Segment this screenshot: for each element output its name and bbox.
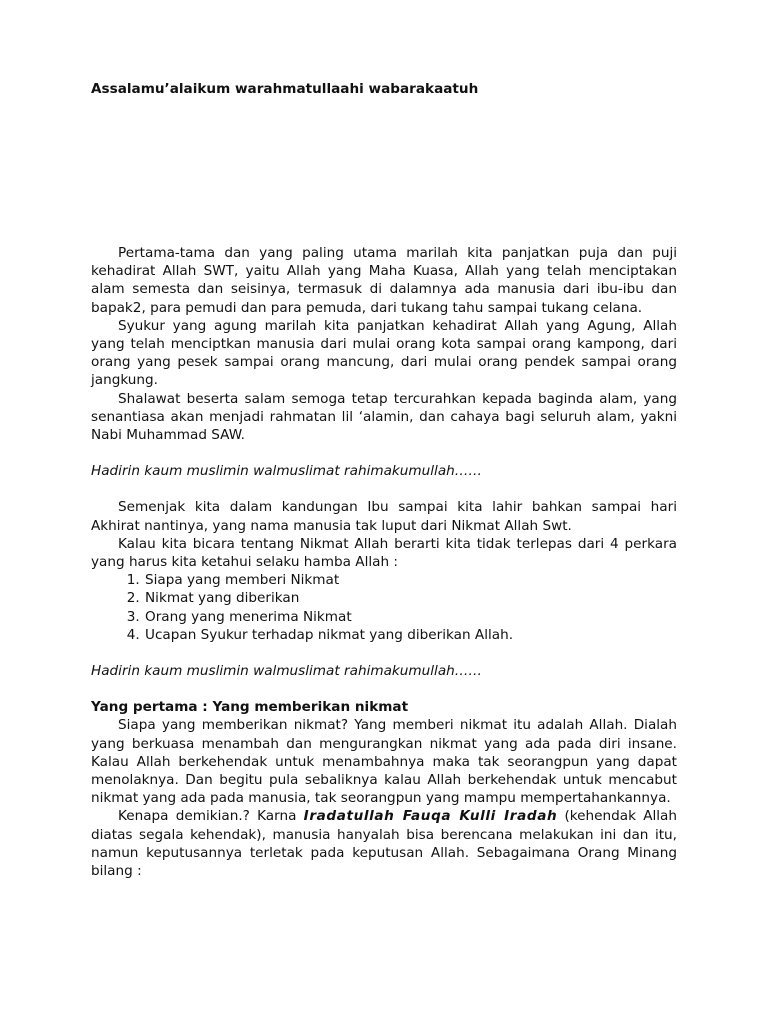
paragraph-since-womb: Semenjak kita dalam kandungan Ibu sampai kita lahir bahkan sampai hari Akhirat nantinya, yang nama manusia tak luput dari Nikmat Allah Swt. — [91, 499, 677, 534]
paragraph-why-rest: (kehendak Allah diatas segala kehendak), manusia hanyalah bisa berencana melakukan ini dan itu, namun keputusannya terletak pada keputusan Allah. Sebagaimana Orang Minang bilang : — [91, 808, 678, 880]
paragraph-giver-of-blessings: Siapa yang memberikan nikmat? Yang memberi nikmat itu adalah Allah. Dialah yang berkuasa menambah dan mengurangkan nikmat yang ada pada diri insane. Kalau Allah berkehendak untuk menambahnya maka tak seorangpun yang dapat menolaknya. Dan begitu pula sebaliknya kalau Allah berkehendak untuk mencabut nikmat yang ada pada manusia, tak seorangpun yang mampu mempertahankannya. — [91, 717, 677, 807]
paragraph-opening-praise: Pertama-tama dan yang paling utama marilah kita panjatkan puja dan puji kehadirat Allah SWT, yaitu Allah yang Maha Kuasa, Allah yang telah menciptakan alam semesta dan seisinya, termasuk di dalamnya ada manusia dari ibu-ibu dan bapak2, para pemudi dan para pemuda, dari tukang tahu sampai tukang celana. — [91, 245, 677, 316]
paragraph-gratitude: Syukur yang agung marilah kita panjatkan kehadirat Allah yang Agung, Allah yang telah menciptkan manusia dari mulai orang kota sampai orang kampong, dari orang yang pesek sampai orang mancung, dari mulai orang pendek sampai orang jangkung. — [91, 317, 677, 389]
spacer — [91, 644, 677, 662]
paragraph-shalawat: Shalawat beserta salam semoga tetap tercurahkan kepada baginda alam, yang senantiasa akan menjadi rahmatan lil ‘alamin, dan cahaya bagi seluruh alam, yakni Nabi Muhammad SAW. — [91, 390, 677, 444]
salutation-line: Hadirin kaum muslimin walmuslimat rahimakumullah…… — [91, 663, 482, 680]
list-item: 3. Orang yang menerima Nikmat — [144, 608, 677, 626]
list-item: 1. Siapa yang memberi Nikmat — [144, 571, 677, 589]
list-item: 2. Nikmat yang diberikan — [144, 589, 677, 607]
paragraph-why-intro: Kenapa demikian.? Karna — [118, 808, 304, 825]
spacer — [91, 444, 677, 462]
paragraph-four-matters: Kalau kita bicara tentang Nikmat Allah berarti kita tidak terlepas dari 4 perkara yang harus kita ketahui selaku hamba Allah : — [91, 535, 677, 571]
salutation-line: Hadirin kaum muslimin walmuslimat rahimakumullah…… — [91, 463, 482, 480]
list-item: 4. Ucapan Syukur terhadap nikmat yang diberikan Allah. — [144, 626, 677, 644]
document-title: Assalamu’alaikum warahmatullaahi wabarakaatuh — [91, 81, 479, 97]
document-body — [91, 244, 677, 880]
section-heading: Yang pertama : Yang memberikan nikmat — [91, 699, 409, 716]
paragraph-why — [91, 807, 677, 880]
spacer — [91, 680, 677, 698]
arabic-phrase: Iradatullah Fauqa Kulli Iradah — [303, 808, 558, 825]
spacer — [91, 480, 677, 498]
four-matters-list — [91, 571, 677, 644]
